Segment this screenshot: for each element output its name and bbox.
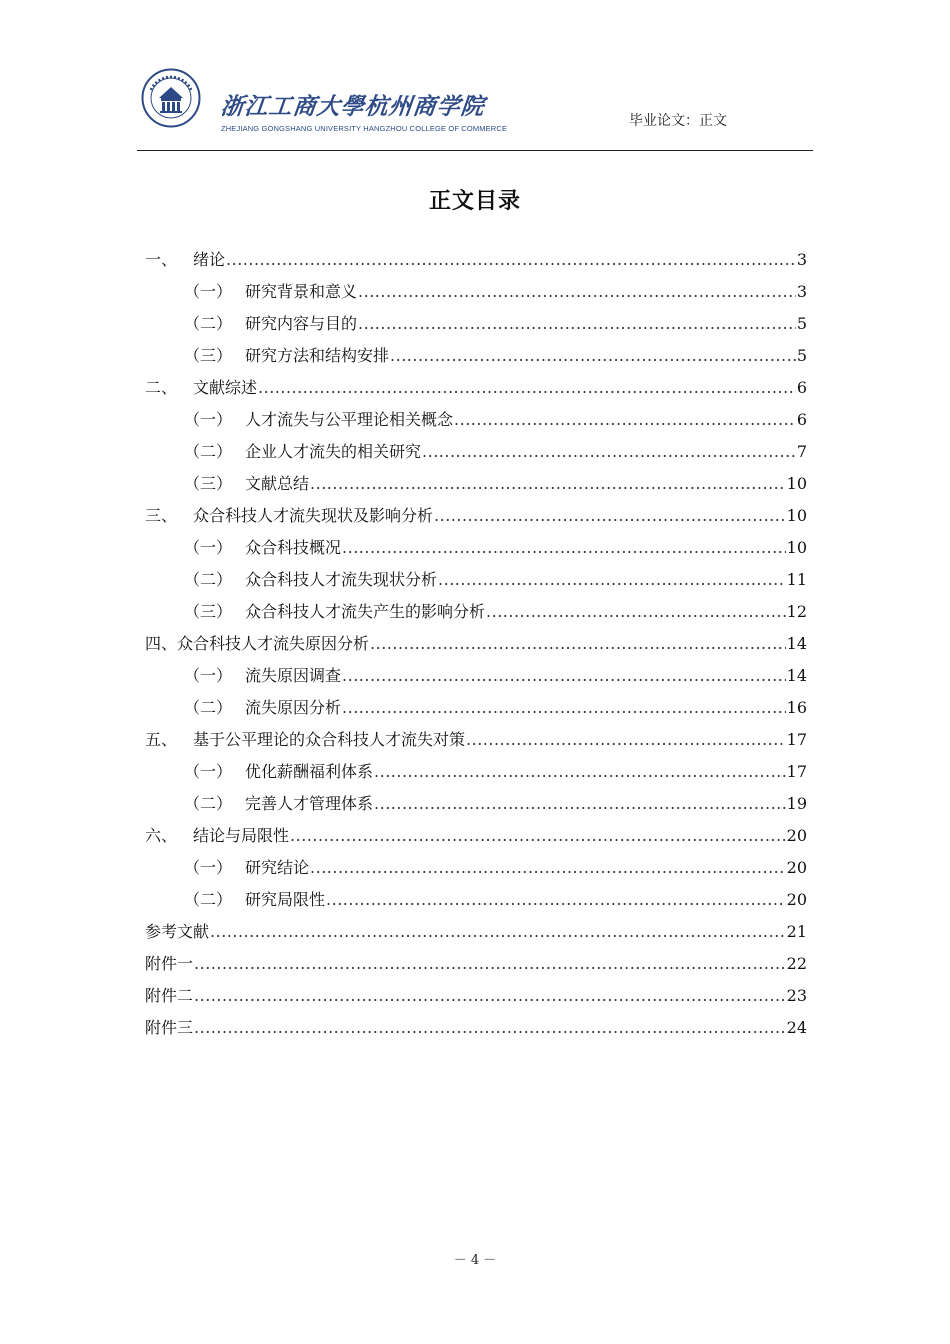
toc-entry-label	[184, 599, 485, 622]
toc-entry-label	[184, 791, 373, 814]
toc-dot-leader	[310, 858, 786, 877]
toc-entry-title: 研究内容与目的	[245, 314, 358, 333]
toc-entry-number: （一）	[184, 410, 233, 429]
header-label: 毕业论文：正文	[629, 113, 727, 129]
toc-entry-title: 众合科技概况	[245, 538, 342, 557]
toc-entry-page: 22	[786, 954, 807, 973]
toc-entry[interactable]	[145, 951, 807, 983]
toc-entry-number: （一）	[184, 666, 233, 685]
toc-entry-label	[145, 951, 193, 974]
toc-entry-title: 研究局限性	[245, 890, 326, 909]
toc-entry[interactable]	[145, 695, 807, 727]
toc-entry-number: 六、	[145, 826, 178, 845]
toc-entry-page: 16	[786, 698, 807, 717]
toc-entry[interactable]	[145, 279, 807, 311]
toc-dot-leader	[358, 314, 796, 333]
toc-entry-title: 研究背景和意义	[245, 282, 358, 301]
toc-entry[interactable]	[145, 919, 807, 951]
toc-entry-label	[184, 759, 373, 782]
toc-entry[interactable]	[145, 759, 807, 791]
toc-entry-number: 三、	[145, 506, 178, 525]
toc-dot-leader	[290, 826, 786, 845]
toc-entry-page: 11	[786, 570, 807, 589]
toc-entry-title: 文献综述	[193, 378, 258, 397]
toc-dot-leader	[374, 794, 786, 813]
toc-entry[interactable]	[145, 983, 807, 1015]
toc-entry[interactable]	[145, 247, 807, 279]
toc-dot-leader	[454, 410, 796, 429]
toc-entry-number: （一）	[184, 282, 233, 301]
toc-entry-label	[184, 311, 357, 334]
toc-entry-title: 结论与局限性	[193, 826, 290, 845]
toc-entry-page: 14	[786, 634, 807, 653]
toc-entry-number: （三）	[184, 346, 233, 365]
toc-entry-label	[184, 567, 437, 590]
toc-entry-title: 附件二	[145, 986, 194, 1005]
toc-dot-leader	[258, 378, 796, 397]
toc-entry-title: 人才流失与公平理论相关概念	[245, 410, 454, 429]
toc-entry-page: 17	[786, 762, 807, 781]
toc-entry[interactable]	[145, 631, 807, 663]
university-seal-icon	[141, 68, 201, 128]
toc-entry-title: 流失原因分析	[245, 698, 342, 717]
toc-entry-page: 7	[796, 442, 807, 461]
page-number: － 4 －	[453, 1253, 497, 1268]
toc-entry-label	[145, 983, 193, 1006]
page-header	[137, 64, 813, 151]
toc-entry-number: （三）	[184, 602, 233, 621]
toc-entry[interactable]	[145, 471, 807, 503]
toc-entry[interactable]	[145, 407, 807, 439]
toc-entry-page: 14	[786, 666, 807, 685]
toc-entry-label	[184, 279, 357, 302]
toc-entry-page: 3	[796, 250, 807, 269]
toc-entry-title: 企业人才流失的相关研究	[245, 442, 422, 461]
toc-entry-number: 四、	[145, 634, 178, 653]
toc-entry-label	[145, 823, 289, 846]
toc-dot-leader	[342, 538, 786, 557]
toc-dot-leader	[422, 442, 796, 461]
toc-entry[interactable]	[145, 535, 807, 567]
toc-entry-page: 23	[786, 986, 807, 1005]
toc-entry-number: 二、	[145, 378, 178, 397]
toc-entry-title: 优化薪酬福利体系	[245, 762, 374, 781]
toc-entry-number: 一、	[145, 250, 178, 269]
toc-dot-leader	[194, 1018, 786, 1037]
toc-entry-page: 24	[786, 1018, 807, 1037]
toc-entry-title: 研究方法和结构安排	[245, 346, 390, 365]
toc-entry-page: 20	[786, 858, 807, 877]
toc-entry-number: （二）	[184, 570, 233, 589]
toc-entry-page: 5	[796, 346, 807, 365]
toc-entry[interactable]	[145, 599, 807, 631]
toc-dot-leader	[194, 954, 786, 973]
toc-entry-title: 附件一	[145, 954, 194, 973]
toc-entry-label	[184, 663, 341, 686]
toc-entry-page: 17	[786, 730, 807, 749]
toc-entry-number: （一）	[184, 762, 233, 781]
toc-entry[interactable]	[145, 727, 807, 759]
toc-entry-title: 附件三	[145, 1018, 194, 1037]
toc-dot-leader	[310, 474, 786, 493]
toc-entry[interactable]	[145, 311, 807, 343]
toc-entry-label	[145, 247, 225, 270]
toc-entry-page: 20	[786, 890, 807, 909]
toc-dot-leader	[466, 730, 786, 749]
toc-entry-page: 6	[796, 410, 807, 429]
toc-entry-label	[145, 375, 257, 398]
toc-entry[interactable]	[145, 343, 807, 375]
toc-entry-label	[184, 407, 453, 430]
logo-chinese-name: 浙江工商大學杭州商学院	[219, 93, 487, 120]
toc-entry-label	[145, 919, 209, 942]
toc-dot-leader	[226, 250, 796, 269]
toc-entry-number: （一）	[184, 538, 233, 557]
toc-entry[interactable]	[145, 855, 807, 887]
toc-entry-number: 五、	[145, 730, 178, 749]
toc-entry-title: 众合科技人才流失产生的影响分析	[245, 602, 486, 621]
toc-dot-leader	[370, 634, 786, 653]
toc-dot-leader	[486, 602, 786, 621]
toc-entry[interactable]	[145, 823, 807, 855]
toc-entry-title: 众合科技人才流失现状及影响分析	[193, 506, 434, 525]
toc-entry-label	[184, 695, 341, 718]
toc-entry-title: 众合科技人才流失原因分析	[177, 634, 370, 653]
toc-dot-leader	[434, 506, 786, 525]
toc-entry[interactable]	[145, 567, 807, 599]
toc-entry-page: 20	[786, 826, 807, 845]
toc-dot-leader	[374, 762, 786, 781]
toc-entry-page: 21	[786, 922, 807, 941]
toc-entry-title: 研究结论	[245, 858, 310, 877]
toc-entry-number: （三）	[184, 474, 233, 493]
toc-entry[interactable]	[145, 439, 807, 471]
table-of-contents	[145, 247, 807, 1047]
toc-entry[interactable]	[145, 887, 807, 919]
toc-entry-label	[145, 503, 433, 526]
toc-entry-title: 完善人才管理体系	[245, 794, 374, 813]
toc-dot-leader	[390, 346, 796, 365]
toc-entry-label	[145, 1015, 193, 1038]
toc-dot-leader	[342, 698, 786, 717]
toc-entry-page: 19	[786, 794, 807, 813]
toc-entry-title: 基于公平理论的众合科技人才流失对策	[193, 730, 466, 749]
toc-entry-label	[184, 343, 389, 366]
toc-dot-leader	[194, 986, 786, 1005]
toc-entry-title: 众合科技人才流失现状分析	[245, 570, 438, 589]
toc-entry[interactable]	[145, 663, 807, 695]
toc-entry-label	[145, 631, 369, 654]
page-title: 正文目录	[428, 189, 521, 214]
toc-dot-leader	[210, 922, 786, 941]
toc-entry-page: 10	[786, 474, 807, 493]
toc-entry-label	[145, 727, 465, 750]
toc-entry[interactable]	[145, 791, 807, 823]
toc-entry-number: （二）	[184, 794, 233, 813]
toc-entry-title: 参考文献	[145, 922, 210, 941]
toc-entry-label	[184, 855, 309, 878]
toc-entry-title: 文献总结	[245, 474, 310, 493]
toc-entry-page: 6	[796, 378, 807, 397]
toc-entry-page: 10	[786, 538, 807, 557]
toc-entry-label	[184, 471, 309, 494]
toc-entry-page: 12	[786, 602, 807, 621]
toc-entry[interactable]	[145, 1015, 807, 1047]
toc-entry[interactable]	[145, 503, 807, 535]
toc-entry-title: 绪论	[193, 250, 226, 269]
toc-entry-label	[184, 439, 421, 462]
toc-entry-number: （二）	[184, 890, 233, 909]
toc-entry-label	[184, 887, 325, 910]
logo-english-name: ZHEJIANG GONGSHANG UNIVERSITY HANGZHOU COLLEGE OF COMMERCE	[221, 124, 508, 133]
toc-entry-page: 5	[796, 314, 807, 333]
toc-entry-title: 流失原因调查	[245, 666, 342, 685]
university-logo	[221, 88, 507, 133]
toc-dot-leader	[326, 890, 786, 909]
toc-entry-number: （二）	[184, 314, 233, 333]
toc-entry-page: 10	[786, 506, 807, 525]
toc-dot-leader	[342, 666, 786, 685]
toc-entry[interactable]	[145, 375, 807, 407]
toc-entry-page: 3	[796, 282, 807, 301]
toc-entry-number: （二）	[184, 442, 233, 461]
toc-entry-label	[184, 535, 341, 558]
toc-dot-leader	[438, 570, 786, 589]
toc-entry-number: （二）	[184, 698, 233, 717]
toc-entry-number: （一）	[184, 858, 233, 877]
toc-dot-leader	[358, 282, 796, 301]
